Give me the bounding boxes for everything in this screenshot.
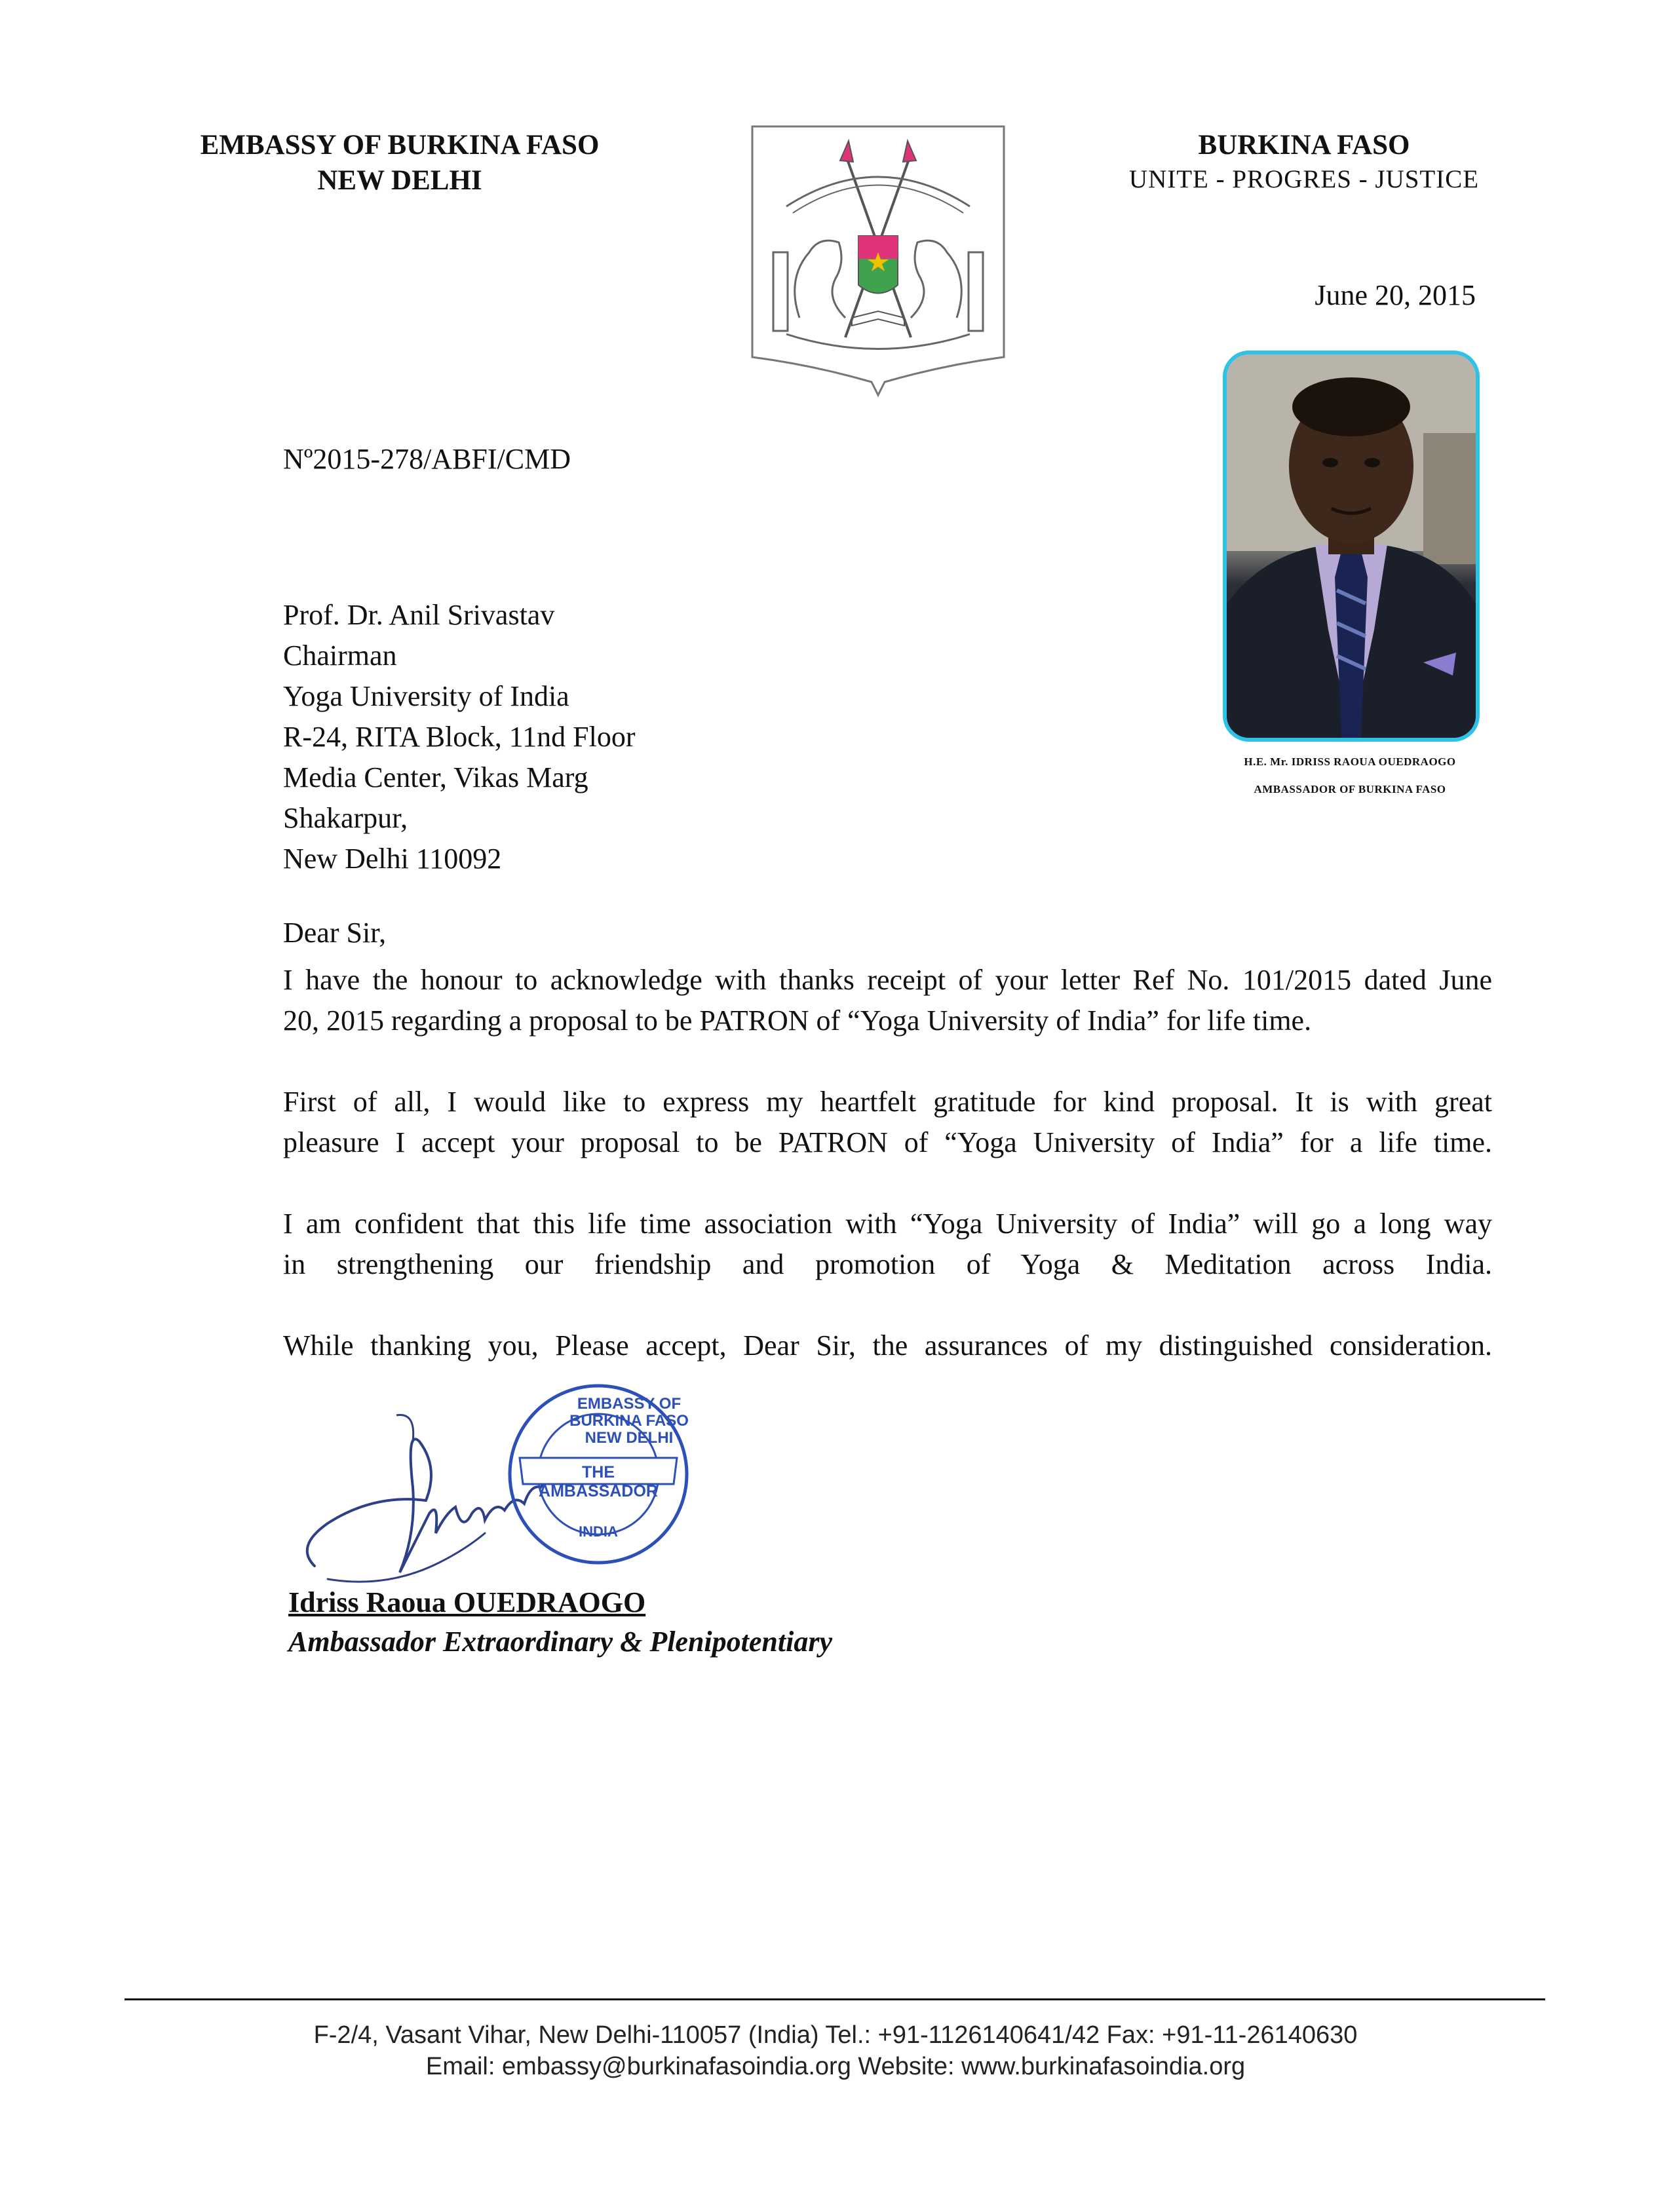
coat-of-arms-icon — [747, 121, 1009, 400]
photo-caption — [1180, 750, 1520, 801]
salutation: Dear Sir, — [283, 917, 387, 949]
recipient-address — [283, 595, 636, 879]
paragraph-3-line-1: I am confident that this life time association with “Yoga University of India” will go a long way — [283, 1208, 1492, 1240]
recipient-line: R-24, RITA Block, 11nd Floor — [283, 721, 636, 753]
embassy-heading — [131, 128, 668, 199]
national-motto: UNITE - PROGRES - JUSTICE — [1128, 165, 1480, 193]
photo-caption-name: H.E. Mr. IDRISS RAOUA OUEDRAOGO — [1244, 755, 1456, 768]
stamp-inner-text: THE AMBASSADOR — [539, 1463, 658, 1500]
paragraph-1-line-2: 20, 2015 regarding a proposal to be PATRON of “Yoga University of India” for life time. — [283, 1004, 1312, 1037]
embassy-name: EMBASSY OF BURKINA FASO — [200, 130, 600, 161]
letter-date: June 20, 2015 — [1315, 279, 1476, 311]
footer-address: F-2/4, Vasant Vihar, New Delhi-110057 (India) Tel.: +91-1126140641/42 Fax: +91-11-26140630 — [313, 2021, 1358, 2049]
stamp-bottom-text: INDIA — [579, 1523, 618, 1540]
footer-contact: Email: embassy@burkinafasoindia.org Website: www.burkinafasoindia.org — [425, 2053, 1246, 2080]
recipient-line: New Delhi 110092 — [283, 843, 502, 875]
coat-of-arms-icon — [747, 121, 1009, 400]
paragraph-2-line-2: pleasure I accept your proposal to be PATRON of “Yoga University of India” for a life time. — [283, 1126, 1492, 1158]
signatory-name: Idriss Raoua OUEDRAOGO — [288, 1586, 646, 1618]
country-name: BURKINA FASO — [1198, 130, 1410, 161]
footer-divider — [125, 1998, 1545, 2000]
photo-caption-title: AMBASSADOR OF BURKINA FASO — [1254, 783, 1446, 795]
paragraph-2-line-1: First of all, I would like to express my heartfelt gratitude for kind proposal. It is with great — [283, 1086, 1492, 1118]
reference-number: Nº2015-278/ABFI/CMD — [283, 443, 571, 475]
embassy-city: NEW DELHI — [317, 165, 482, 196]
ambassador-portrait-icon — [1227, 354, 1476, 738]
paragraph-1-line-1: I have the honour to acknowledge with thanks receipt of your letter Ref No. 101/2015 dated June — [283, 964, 1492, 996]
country-heading — [1101, 128, 1507, 194]
letter-body — [283, 960, 1492, 1366]
paragraph-3-line-2: in strengthening our friendship and promotion of Yoga & Meditation across India. — [283, 1248, 1492, 1280]
signatory-title: Ambassador Extraordinary & Plenipotentiary — [288, 1626, 832, 1658]
paragraph-4-line-1: While thanking you, Please accept, Dear Sir, the assurances of my distinguished consideration. — [283, 1329, 1492, 1362]
stamp-outer-text: EMBASSY OF BURKINA FASO NEW DELHI — [569, 1395, 689, 1447]
ambassador-portrait — [1223, 351, 1480, 742]
recipient-line: Media Center, Vikas Marg — [283, 761, 588, 793]
recipient-line: Chairman — [283, 639, 397, 672]
recipient-line: Prof. Dr. Anil Srivastav — [283, 599, 555, 631]
recipient-line: Yoga University of India — [283, 680, 569, 712]
recipient-line: Shakarpur, — [283, 802, 408, 834]
